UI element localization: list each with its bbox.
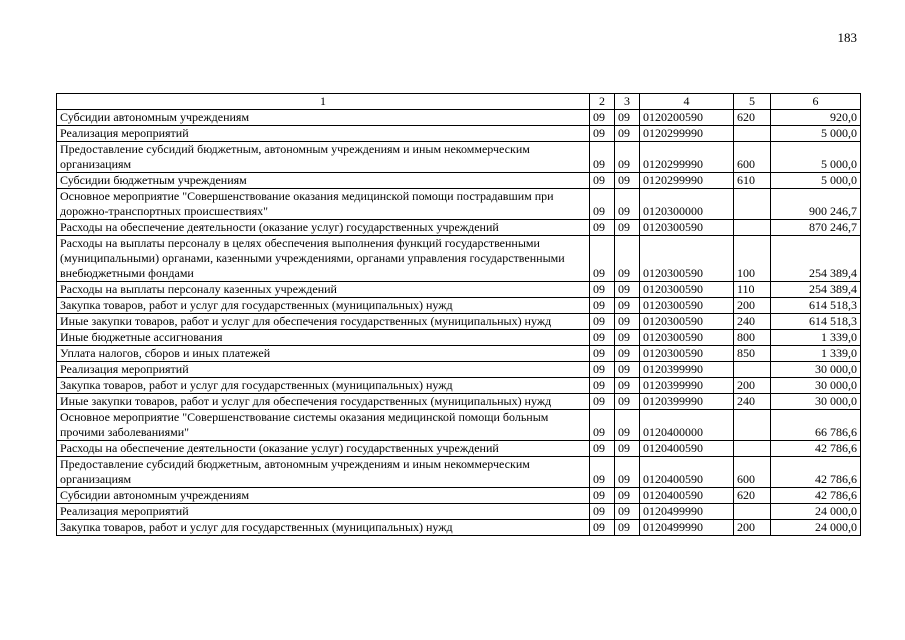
amount-cell: 30 000,0: [771, 394, 861, 410]
subsection-cell: 09: [615, 457, 640, 488]
target-article-cell: 0120300590: [640, 236, 734, 282]
subsection-cell: 09: [615, 520, 640, 536]
section-cell: 09: [590, 220, 615, 236]
subsection-cell: 09: [615, 488, 640, 504]
target-article-cell: 0120499990: [640, 504, 734, 520]
row-name-cell: Субсидии автономным учреждениям: [57, 488, 590, 504]
subsection-cell: 09: [615, 346, 640, 362]
page-number: 183: [837, 30, 857, 45]
row-name-cell: Иные закупки товаров, работ и услуг для обеспечения государственных (муниципальных) нужд: [57, 394, 590, 410]
expense-type-cell: 600: [734, 142, 771, 173]
section-cell: 09: [590, 173, 615, 189]
subsection-cell: 09: [615, 394, 640, 410]
budget-table: [56, 93, 861, 536]
row-name-cell: Субсидии бюджетным учреждениям: [57, 173, 590, 189]
expense-type-cell: 600: [734, 457, 771, 488]
row-name-cell: Основное мероприятие "Совершенствование системы оказания медицинской помощи больным прочими заболеваниями": [57, 410, 590, 441]
table-row: [57, 410, 861, 441]
section-cell: 09: [590, 362, 615, 378]
target-article-cell: 0120300590: [640, 330, 734, 346]
row-name-cell: Субсидии автономным учреждениям: [57, 110, 590, 126]
amount-cell: 900 246,7: [771, 189, 861, 220]
section-cell: 09: [590, 346, 615, 362]
amount-cell: 42 786,6: [771, 488, 861, 504]
expense-type-cell: [734, 504, 771, 520]
section-cell: 09: [590, 488, 615, 504]
expense-type-cell: 200: [734, 378, 771, 394]
table-row: [57, 394, 861, 410]
table-row: [57, 282, 861, 298]
subsection-cell: 09: [615, 110, 640, 126]
amount-cell: 5 000,0: [771, 142, 861, 173]
section-cell: 09: [590, 394, 615, 410]
table-row: [57, 189, 861, 220]
row-name-cell: Реализация мероприятий: [57, 126, 590, 142]
amount-cell: 66 786,6: [771, 410, 861, 441]
target-article-cell: 0120400590: [640, 441, 734, 457]
target-article-cell: 0120299990: [640, 173, 734, 189]
expense-type-cell: [734, 441, 771, 457]
table-row: [57, 441, 861, 457]
amount-cell: 1 339,0: [771, 346, 861, 362]
header-cell-expense-type: 5: [734, 94, 771, 110]
table-row: [57, 457, 861, 488]
expense-type-cell: 610: [734, 173, 771, 189]
row-name-cell: Расходы на выплаты персоналу казенных учреждений: [57, 282, 590, 298]
target-article-cell: 0120499990: [640, 520, 734, 536]
target-article-cell: 0120300590: [640, 314, 734, 330]
subsection-cell: 09: [615, 362, 640, 378]
table-row: [57, 504, 861, 520]
expense-type-cell: 800: [734, 330, 771, 346]
amount-cell: 24 000,0: [771, 520, 861, 536]
header-row: [57, 94, 861, 110]
section-cell: 09: [590, 110, 615, 126]
target-article-cell: 0120300590: [640, 298, 734, 314]
table-row: [57, 126, 861, 142]
subsection-cell: 09: [615, 298, 640, 314]
table-header: [57, 94, 861, 110]
expense-type-cell: 240: [734, 394, 771, 410]
table-row: [57, 378, 861, 394]
table-row: [57, 488, 861, 504]
amount-cell: 254 389,4: [771, 282, 861, 298]
expense-type-cell: [734, 410, 771, 441]
table-row: [57, 298, 861, 314]
expense-type-cell: [734, 189, 771, 220]
expense-type-cell: 200: [734, 298, 771, 314]
subsection-cell: 09: [615, 504, 640, 520]
target-article-cell: 0120300590: [640, 282, 734, 298]
table-row: [57, 362, 861, 378]
target-article-cell: 0120300000: [640, 189, 734, 220]
section-cell: 09: [590, 298, 615, 314]
target-article-cell: 0120400000: [640, 410, 734, 441]
expense-type-cell: 620: [734, 110, 771, 126]
subsection-cell: 09: [615, 173, 640, 189]
amount-cell: 870 246,7: [771, 220, 861, 236]
header-cell-section: 2: [590, 94, 615, 110]
table-row: [57, 330, 861, 346]
section-cell: 09: [590, 441, 615, 457]
header-cell-subsection: 3: [615, 94, 640, 110]
expense-type-cell: [734, 220, 771, 236]
row-name-cell: Основное мероприятие "Совершенствование оказания медицинской помощи пострадавшим при дорожно-транспортных происшествиях": [57, 189, 590, 220]
table-row: [57, 142, 861, 173]
section-cell: 09: [590, 314, 615, 330]
section-cell: 09: [590, 520, 615, 536]
table-row: [57, 173, 861, 189]
row-name-cell: Расходы на обеспечение деятельности (оказание услуг) государственных учреждений: [57, 220, 590, 236]
table-row: [57, 520, 861, 536]
expense-type-cell: 850: [734, 346, 771, 362]
subsection-cell: 09: [615, 236, 640, 282]
section-cell: 09: [590, 282, 615, 298]
subsection-cell: 09: [615, 330, 640, 346]
section-cell: 09: [590, 457, 615, 488]
target-article-cell: 0120400590: [640, 488, 734, 504]
amount-cell: 30 000,0: [771, 362, 861, 378]
expense-type-cell: [734, 126, 771, 142]
amount-cell: 614 518,3: [771, 298, 861, 314]
subsection-cell: 09: [615, 314, 640, 330]
table-row: [57, 110, 861, 126]
table-row: [57, 236, 861, 282]
row-name-cell: Закупка товаров, работ и услуг для государственных (муниципальных) нужд: [57, 378, 590, 394]
expense-type-cell: 240: [734, 314, 771, 330]
row-name-cell: Закупка товаров, работ и услуг для государственных (муниципальных) нужд: [57, 520, 590, 536]
target-article-cell: 0120299990: [640, 142, 734, 173]
target-article-cell: 0120300590: [640, 346, 734, 362]
section-cell: 09: [590, 504, 615, 520]
amount-cell: 254 389,4: [771, 236, 861, 282]
section-cell: 09: [590, 236, 615, 282]
row-name-cell: Иные закупки товаров, работ и услуг для обеспечения государственных (муниципальных) нужд: [57, 314, 590, 330]
header-cell-name: 1: [57, 94, 590, 110]
amount-cell: 920,0: [771, 110, 861, 126]
section-cell: 09: [590, 142, 615, 173]
subsection-cell: 09: [615, 441, 640, 457]
target-article-cell: 0120399990: [640, 362, 734, 378]
header-cell-amount: 6: [771, 94, 861, 110]
amount-cell: 614 518,3: [771, 314, 861, 330]
expense-type-cell: 110: [734, 282, 771, 298]
subsection-cell: 09: [615, 126, 640, 142]
amount-cell: 42 786,6: [771, 457, 861, 488]
target-article-cell: 0120400590: [640, 457, 734, 488]
expense-type-cell: 200: [734, 520, 771, 536]
table-row: [57, 314, 861, 330]
expense-type-cell: 100: [734, 236, 771, 282]
table-body: [57, 110, 861, 536]
amount-cell: 30 000,0: [771, 378, 861, 394]
target-article-cell: 0120299990: [640, 126, 734, 142]
subsection-cell: 09: [615, 282, 640, 298]
table-row: [57, 346, 861, 362]
table-row: [57, 220, 861, 236]
target-article-cell: 0120200590: [640, 110, 734, 126]
subsection-cell: 09: [615, 142, 640, 173]
section-cell: 09: [590, 378, 615, 394]
expense-type-cell: [734, 362, 771, 378]
section-cell: 09: [590, 330, 615, 346]
row-name-cell: Предоставление субсидий бюджетным, автономным учреждениям и иным некоммерческим организациям: [57, 142, 590, 173]
subsection-cell: 09: [615, 220, 640, 236]
section-cell: 09: [590, 189, 615, 220]
section-cell: 09: [590, 410, 615, 441]
amount-cell: 24 000,0: [771, 504, 861, 520]
expense-type-cell: 620: [734, 488, 771, 504]
header-cell-target-article: 4: [640, 94, 734, 110]
section-cell: 09: [590, 126, 615, 142]
row-name-cell: Расходы на обеспечение деятельности (оказание услуг) государственных учреждений: [57, 441, 590, 457]
target-article-cell: 0120399990: [640, 378, 734, 394]
row-name-cell: Расходы на выплаты персоналу в целях обеспечения выполнения функций государственными (муниципальными) органами, казенными учреждениями, органами управления государственными внебюджетными фондами: [57, 236, 590, 282]
row-name-cell: Уплата налогов, сборов и иных платежей: [57, 346, 590, 362]
row-name-cell: Реализация мероприятий: [57, 362, 590, 378]
row-name-cell: Реализация мероприятий: [57, 504, 590, 520]
subsection-cell: 09: [615, 378, 640, 394]
row-name-cell: Предоставление субсидий бюджетным, автономным учреждениям и иным некоммерческим организациям: [57, 457, 590, 488]
target-article-cell: 0120300590: [640, 220, 734, 236]
amount-cell: 42 786,6: [771, 441, 861, 457]
subsection-cell: 09: [615, 410, 640, 441]
amount-cell: 5 000,0: [771, 126, 861, 142]
subsection-cell: 09: [615, 189, 640, 220]
amount-cell: 5 000,0: [771, 173, 861, 189]
target-article-cell: 0120399990: [640, 394, 734, 410]
row-name-cell: Иные бюджетные ассигнования: [57, 330, 590, 346]
row-name-cell: Закупка товаров, работ и услуг для государственных (муниципальных) нужд: [57, 298, 590, 314]
amount-cell: 1 339,0: [771, 330, 861, 346]
